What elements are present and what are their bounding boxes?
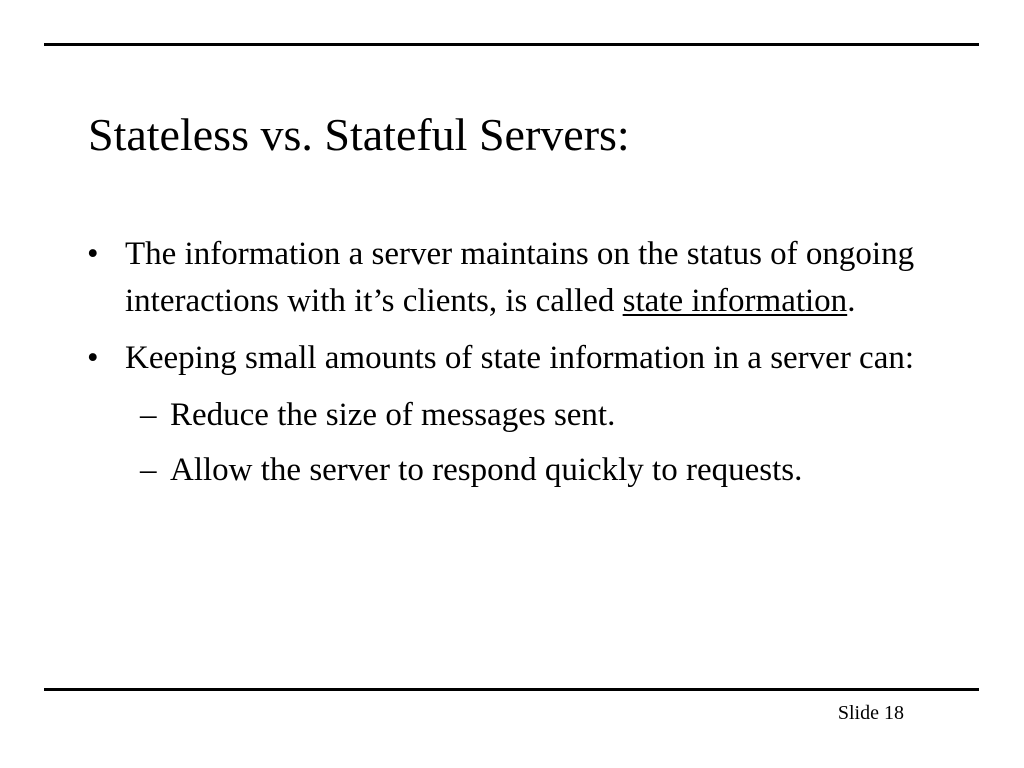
bottom-rule xyxy=(44,688,979,691)
bullet-text: The information a server maintains on the status of ongoing interactions with it’s clients, is called xyxy=(125,236,915,319)
bullet-item xyxy=(84,231,964,325)
bullet-marker: • xyxy=(87,340,99,376)
bullet-text-end: . xyxy=(847,283,856,319)
slide-number: Slide 18 xyxy=(837,702,904,724)
bullet-underlined-term: state information xyxy=(622,283,848,319)
top-rule xyxy=(44,43,979,46)
slide-title: Stateless vs. Stateful Servers: xyxy=(88,109,630,160)
sub-bullet-text: Reduce the size of messages sent. xyxy=(170,397,616,433)
dash-marker: – xyxy=(140,452,157,488)
sub-bullet-item xyxy=(84,392,964,439)
dash-marker: – xyxy=(140,397,157,433)
sub-bullet-item xyxy=(84,447,964,494)
slide-body xyxy=(84,231,964,502)
bullet-marker: • xyxy=(87,236,99,272)
sub-bullet-text: Allow the server to respond quickly to requests. xyxy=(170,452,803,488)
bullet-item xyxy=(84,335,964,382)
bullet-text: Keeping small amounts of state information in a server can: xyxy=(125,340,915,376)
